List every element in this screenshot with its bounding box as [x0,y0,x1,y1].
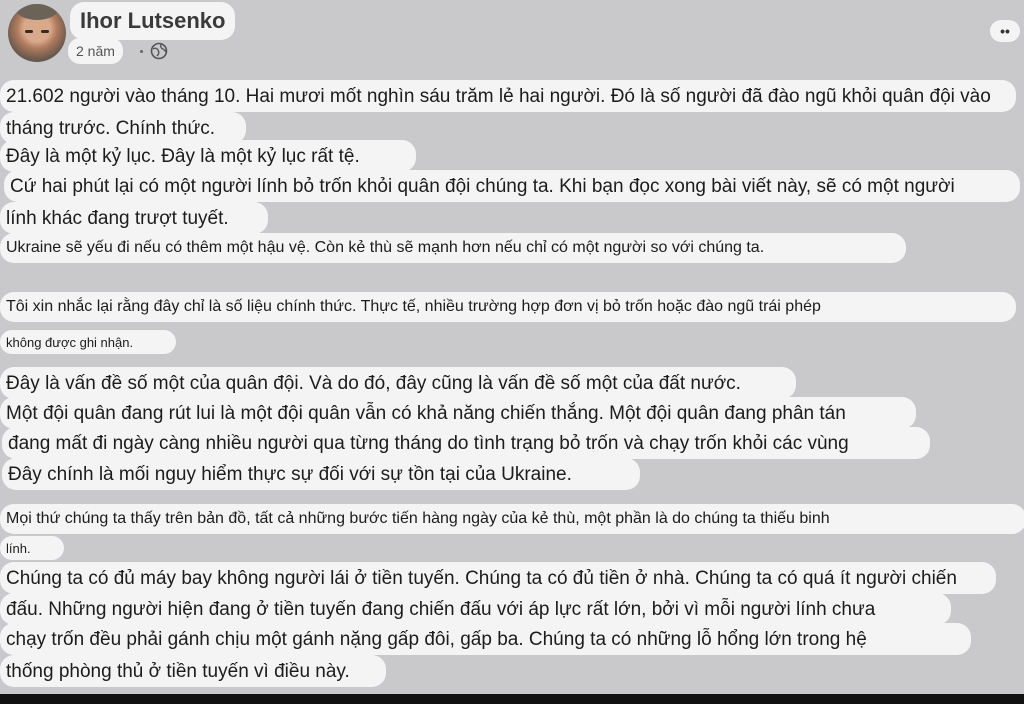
post-line: 21.602 người vào tháng 10. Hai mươi mốt nghìn sáu trăm lẻ hai người. Đó là số người đã đào ngũ khỏi quân đội vào [0,80,1016,112]
post-line: chạy trốn đều phải gánh chịu một gánh nặng gấp đôi, gấp ba. Chúng ta có những lỗ hổng lớn trong hệ [0,623,971,655]
post-header [0,0,1024,80]
post-line: Đây chính là mối nguy hiểm thực sự đối với sự tồn tại của Ukraine. [2,458,640,490]
avatar[interactable] [8,4,66,62]
post-line: Cứ hai phút lại có một người lính bỏ trốn khỏi quân đội chúng ta. Khi bạn đọc xong bài viết này, sẽ có một người [4,170,1020,202]
post-line: đang mất đi ngày càng nhiều người qua từng tháng do tình trạng bỏ trốn và chạy trốn khỏi các vùng [2,427,930,459]
post-line: Tôi xin nhắc lại rằng đây chỉ là số liệu chính thức. Thực tế, nhiều trường hợp đơn vị bỏ trốn hoặc đào ngũ trái phép [0,292,1016,322]
post-line: tháng trước. Chính thức. [0,112,246,144]
more-options-button[interactable]: •• [990,20,1020,42]
bottom-bar [0,694,1024,704]
post-line: thống phòng thủ ở tiền tuyến vì điều này. [0,655,386,687]
separator-dot [140,50,143,53]
post-line: Mọi thứ chúng ta thấy trên bản đồ, tất cả những bước tiến hàng ngày của kẻ thù, một phần là do chúng ta thiếu binh [0,504,1024,534]
post-time[interactable]: 2 năm [68,38,123,64]
post-line: lính. [0,536,64,560]
post-line: Đây là một kỷ lục. Đây là một kỷ lục rất tệ. [0,140,416,172]
author-name[interactable]: Ihor Lutsenko [70,2,235,40]
post-line: Đây là vấn đề số một của quân đội. Và do đó, đây cũng là vấn đề số một của đất nước. [0,367,796,399]
post-line: đấu. Những người hiện đang ở tiền tuyến đang chiến đấu với áp lực rất lớn, bởi vì mỗi người lính chưa [0,593,951,625]
post-line: Chúng ta có đủ máy bay không người lái ở tiền tuyến. Chúng ta có đủ tiền ở nhà. Chúng ta có quá ít người chiến [0,562,996,594]
globe-icon [150,42,168,60]
post-line: không được ghi nhận. [0,330,176,354]
post-line: Ukraine sẽ yếu đi nếu có thêm một hậu vệ. Còn kẻ thù sẽ mạnh hơn nếu chỉ có một người so với chúng ta. [0,233,906,263]
post-line: Một đội quân đang rút lui là một đội quân vẫn có khả năng chiến thắng. Một đội quân đang phân tán [0,397,916,429]
post-line: lính khác đang trượt tuyết. [0,202,268,234]
